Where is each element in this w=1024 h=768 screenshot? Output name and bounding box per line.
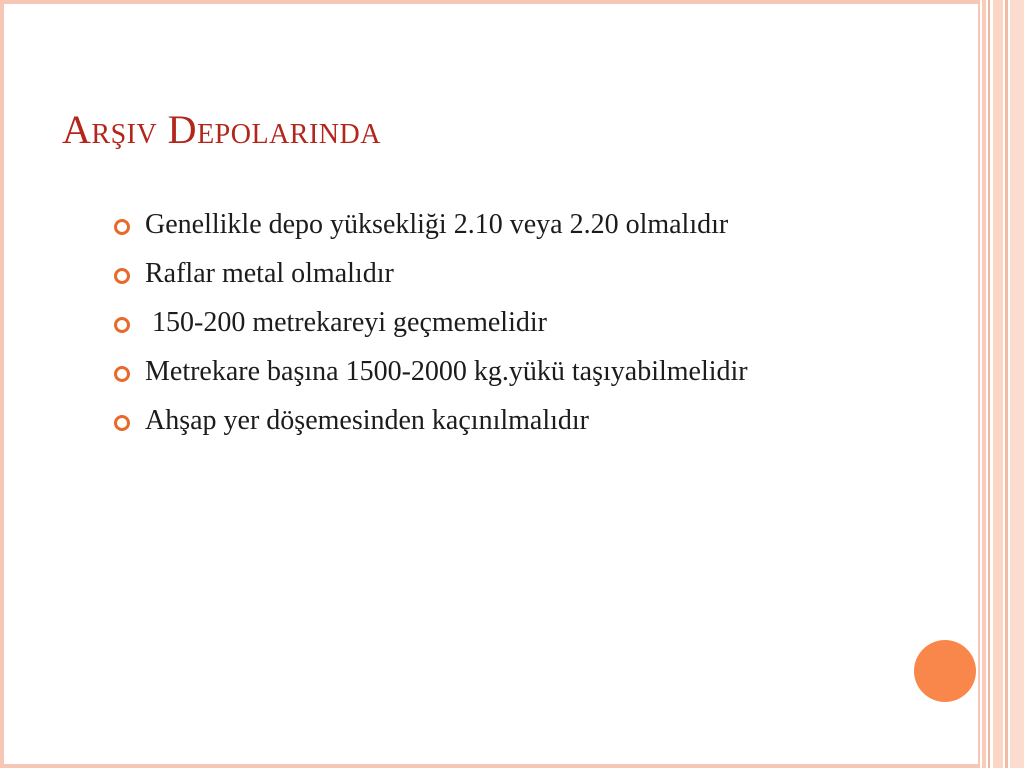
- bullet-circle-icon: [114, 268, 130, 284]
- decorative-stripe: [1005, 0, 1008, 768]
- decorative-stripe: [982, 0, 986, 768]
- list-item: [114, 306, 964, 340]
- bullet-circle-icon: [114, 317, 130, 333]
- bullet-text: Metrekare başına 1500-2000 kg.yükü taşıyabilmelidir: [145, 356, 748, 387]
- bullet-text: Ahşap yer döşemesinden kaçınılmalıdır: [145, 405, 589, 436]
- list-item: [114, 355, 964, 389]
- list-item: [114, 208, 964, 242]
- decorative-stripe: [1010, 0, 1024, 768]
- list-item: [114, 404, 964, 438]
- bullet-circle-icon: [114, 219, 130, 235]
- bullet-text: Genellikle depo yüksekliği 2.10 veya 2.20 olmalıdır: [145, 209, 729, 240]
- bullet-text: Raflar metal olmalıdır: [145, 258, 394, 289]
- decorative-stripe: [988, 0, 990, 768]
- bullet-circle-icon: [114, 415, 130, 431]
- decorative-stripe: [993, 0, 1003, 768]
- decorative-circle: [914, 640, 976, 702]
- slide-title: Arşiv Depolarında: [62, 107, 381, 152]
- bullet-text: 150-200 metrekareyi geçmemelidir: [145, 307, 547, 338]
- bullet-list: [114, 208, 964, 453]
- list-item: [114, 257, 964, 291]
- bullet-circle-icon: [114, 366, 130, 382]
